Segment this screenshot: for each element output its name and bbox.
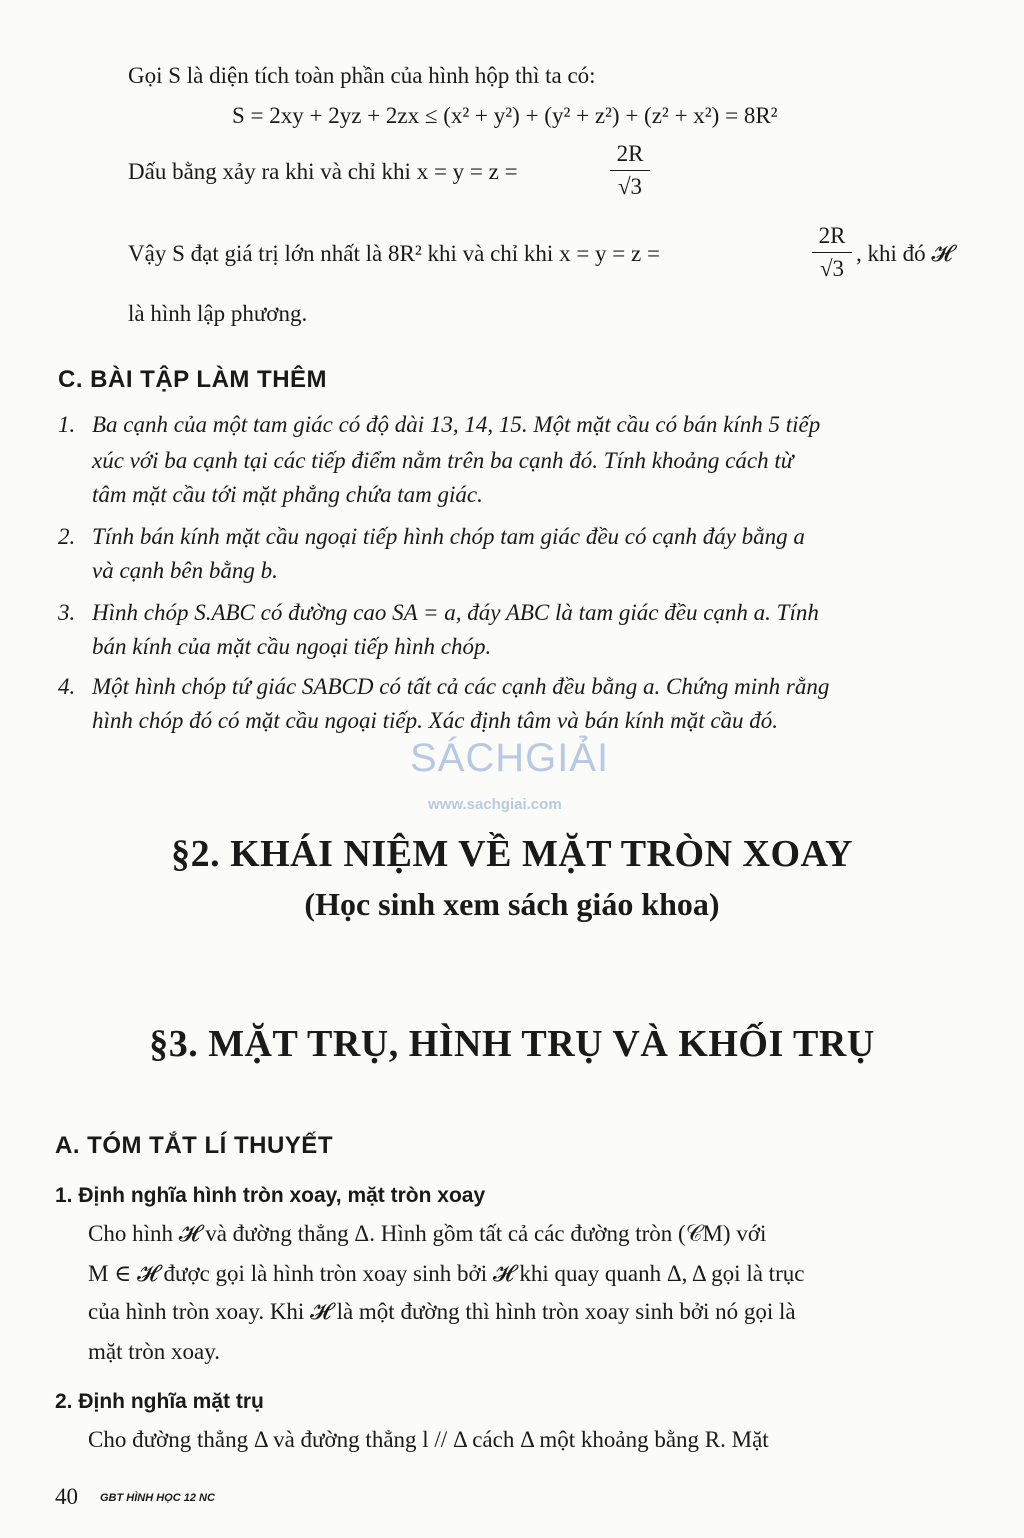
exercise-1-line-3: tâm mặt cầu tới mặt phẳng chứa tam giác. <box>92 482 483 507</box>
theory-summary-heading: A. TÓM TẮT LÍ THUYẾT <box>55 1132 333 1159</box>
fraction-2r-sqrt3 <box>610 138 650 203</box>
exercise-4-line-2: hình chóp đó có mặt cầu ngoại tiếp. Xác định tâm và bán kính mặt cầu đó. <box>92 708 779 733</box>
exercise-2-number: 2. <box>58 524 76 549</box>
definition-2-title: 2. Định nghĩa mặt trụ <box>55 1390 264 1413</box>
section-2-title: §2. KHÁI NIỆM VỀ MẶT TRÒN XOAY <box>171 833 853 875</box>
page-number: 40 <box>55 1484 78 1509</box>
book-title-footer: GBT HÌNH HỌC 12 NC <box>100 1492 215 1504</box>
conclusion-text: Vậy S đạt giá trị lớn nhất là 8R² khi và chỉ khi x = y = z = <box>128 241 660 266</box>
exercise-1-number: 1. <box>58 412 76 437</box>
fraction-numerator: 2R <box>610 138 650 171</box>
fraction-numerator: 2R <box>812 220 852 253</box>
conclusion-tail: , khi đó 𝓗 <box>856 241 953 266</box>
exercise-3-number: 3. <box>58 600 76 625</box>
exercise-2-line-2: và cạnh bên bằng b. <box>92 558 278 583</box>
section-2-subtitle: (Học sinh xem sách giáo khoa) <box>304 886 720 922</box>
definition-2-line-1: Cho đường thẳng Δ và đường thẳng l // Δ cách Δ một khoảng bằng R. Mặt <box>88 1427 769 1452</box>
exercise-4-line-1: Một hình chóp tứ giác SABCD có tất cả các cạnh đều bằng a. Chứng minh rằng <box>92 674 830 699</box>
exercise-3-line-2: bán kính của mặt cầu ngoại tiếp hình chóp. <box>92 634 492 659</box>
definition-1-line-3: của hình tròn xoay. Khi 𝓗 là một đường thì hình tròn xoay sinh bởi nó gọi là <box>88 1299 796 1324</box>
definition-1-line-4: mặt tròn xoay. <box>88 1339 221 1364</box>
exercise-2-line-1: Tính bán kính mặt cầu ngoại tiếp hình chóp tam giác đều có cạnh đáy bằng a <box>92 524 805 549</box>
equality-condition: Dấu bằng xảy ra khi và chỉ khi x = y = z = <box>128 159 518 184</box>
exercise-4-number: 4. <box>58 674 76 699</box>
exercise-1-line-1: Ba cạnh của một tam giác có độ dài 13, 14, 15. Một mặt cầu có bán kính 5 tiếp <box>92 412 821 437</box>
fraction-2r-sqrt3-second <box>812 220 852 285</box>
exercise-1-line-2: xúc với ba cạnh tại các tiếp điểm nằm trên ba cạnh đó. Tính khoảng cách từ <box>92 448 794 473</box>
section-3-title: §3. MẶT TRỤ, HÌNH TRỤ VÀ KHỐI TRỤ <box>149 1023 875 1065</box>
proof-intro: Gọi S là diện tích toàn phần của hình hộp thì ta có: <box>128 63 596 88</box>
watermark-url: www.sachgiai.com <box>428 796 562 813</box>
definition-1-line-1: Cho hình 𝓗 và đường thẳng Δ. Hình gồm tất cả các đường tròn (𝒞M) với <box>88 1221 767 1246</box>
watermark-logo: SÁCHGIẢI <box>410 736 610 780</box>
conclusion-line-2: là hình lập phương. <box>128 301 308 326</box>
fraction-denominator: √3 <box>617 174 643 199</box>
exercises-heading: C. BÀI TẬP LÀM THÊM <box>58 366 328 393</box>
exercise-3-line-1: Hình chóp S.ABC có đường cao SA = a, đáy ABC là tam giác đều cạnh a. Tính <box>92 600 819 625</box>
inequality-formula: S = 2xy + 2yz + 2zx ≤ (x² + y²) + (y² + z²) + (z² + x²) = 8R² <box>232 103 778 128</box>
definition-1-line-2: M ∈ 𝓗 được gọi là hình tròn xoay sinh bởi 𝓗 khi quay quanh Δ, Δ gọi là trục <box>88 1261 805 1286</box>
fraction-denominator: √3 <box>819 256 845 281</box>
definition-1-title: 1. Định nghĩa hình tròn xoay, mặt tròn xoay <box>55 1184 486 1207</box>
